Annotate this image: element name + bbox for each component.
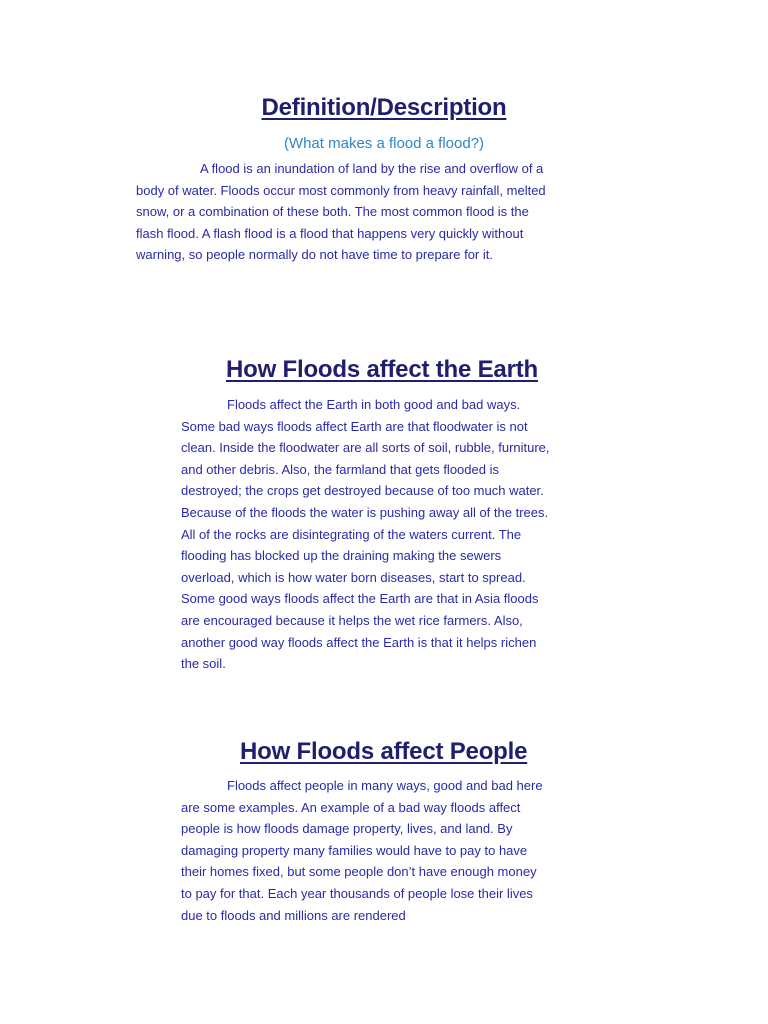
definition-heading-text: Definition/Description: [261, 94, 507, 121]
definition-heading: [0, 94, 768, 122]
people-paragraph: Floods affect people in many ways, good and bad here are some examples. An example of a bad way floods affect people is how floods damage property, lives, and land. By damaging property many families would have to pay to have their homes fixed, but some people don’t have enough money to pay for that. Each year thousands of people lose their lives due to floods and millions are rendered: [181, 778, 543, 923]
earth-paragraph: Floods affect the Earth in both good and bad ways. Some bad ways floods affect Earth are that floodwater is not clean. Inside the floodwater are all sorts of soil, rubble, furniture, and other debris. Also, the farmland that gets flooded is destroyed; the crops get destroyed because of too much water. Because of the floods the water is pushing away all of the trees. All of the rocks are disintegrating of the waters current. The flooding has blocked up the draining making the sewers overload, which is how water born diseases, start to spread. Some good ways floods affect the Earth are that in Asia floods are encouraged because it helps the wet rice farmers. Also, another good way floods affect the Earth is that it helps richen the soil.: [181, 397, 550, 672]
definition-paragraph: A flood is an inundation of land by the rise and overflow of a body of water. Floods occur most commonly from heavy rainfall, melted snow, or a combination of these both. The most common flood is the flash flood. A flash flood is a flood that happens very quickly without warning, so people normally do not have time to prepare for it.: [136, 161, 546, 263]
definition-subtitle: (What makes a flood a flood?): [283, 135, 485, 152]
people-heading: How Floods affect People: [240, 738, 528, 765]
earth-heading: How Floods affect the Earth: [226, 356, 538, 383]
